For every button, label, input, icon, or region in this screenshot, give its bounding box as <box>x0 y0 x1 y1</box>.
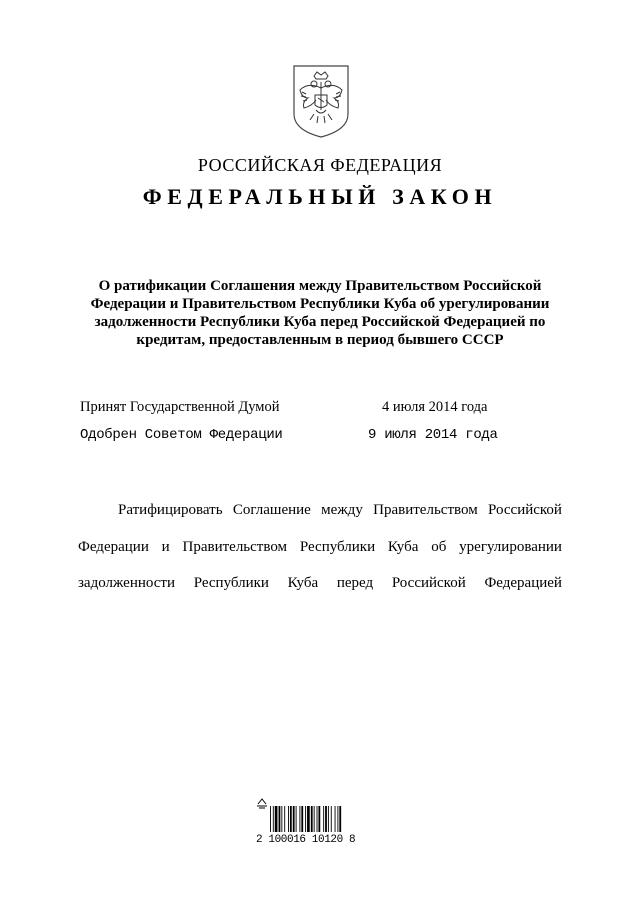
duma-adoption-date: 4 июля 2014 года <box>382 399 488 415</box>
council-approval-label: Одобрен Советом Федерации <box>80 427 283 443</box>
body-word: Федерации <box>78 539 149 555</box>
barcode-bar <box>275 806 278 832</box>
body-word: Правительством <box>182 539 288 555</box>
barcode-bar <box>305 806 306 832</box>
barcode-number: 2 100016 10120 8 <box>256 834 356 846</box>
body-text-line <box>118 502 562 519</box>
body-word: Куба <box>387 539 419 555</box>
coat-of-arms-icon <box>290 64 352 139</box>
body-word: Ратифицировать <box>118 502 223 518</box>
body-word: Правительством <box>373 502 478 518</box>
body-word: задолженности <box>78 575 175 591</box>
barcode-mark <box>257 799 267 808</box>
law-title-line: кредитам, предоставленным в период бывшего СССР <box>136 332 504 348</box>
barcode-bar <box>301 806 303 832</box>
body-word: Российской <box>391 575 466 591</box>
body-word: урегулировании <box>459 539 562 555</box>
barcode-bar <box>331 806 332 832</box>
body-word: об <box>431 539 447 555</box>
body-word: и <box>161 539 170 555</box>
state-name: РОССИЙСКАЯ ФЕДЕРАЦИЯ <box>197 155 443 175</box>
barcode-bar <box>299 806 300 832</box>
barcode-bar <box>273 806 274 832</box>
law-title <box>70 277 570 349</box>
barcode-bar <box>290 806 292 832</box>
body-text-line <box>78 575 562 592</box>
body-word: Российской <box>488 502 562 518</box>
barcode-bar <box>318 806 320 832</box>
barcode-bar <box>293 806 295 832</box>
barcode-bar <box>296 806 297 832</box>
body-word: перед <box>336 575 374 591</box>
body-word: Республики <box>193 575 269 591</box>
barcode-bar <box>328 806 329 832</box>
barcode-bar <box>288 806 289 832</box>
body-word: между <box>321 502 363 518</box>
barcode-bar <box>339 806 341 832</box>
law-title-line: задолженности Республики Куба перед Российской Федерацией по <box>94 314 546 330</box>
body-word: Куба <box>287 575 319 591</box>
barcode-bar <box>307 806 310 832</box>
body-word: Соглашение <box>232 502 311 518</box>
barcode-bar <box>314 806 315 832</box>
barcode-bar <box>270 806 271 832</box>
body-text-line <box>78 539 562 556</box>
duma-adoption-label: Принят Государственной Думой <box>80 399 280 415</box>
barcode-bar <box>337 806 338 832</box>
body-word: Федерацией <box>484 575 562 591</box>
barcode-bar <box>279 806 281 832</box>
body-word: Республики <box>299 539 376 555</box>
barcode-bar <box>323 806 324 832</box>
law-type-heading: ФЕДЕРАЛЬНЫЙ ЗАКОН <box>142 184 498 209</box>
barcode-bar <box>311 806 313 832</box>
barcode-bar <box>325 806 327 832</box>
law-title-line: О ратификации Соглашения между Правительством Российской <box>98 278 542 294</box>
council-approval-date: 9 июля 2014 года <box>368 427 498 443</box>
barcode-bar <box>335 806 336 832</box>
barcode-bar <box>317 806 318 832</box>
barcode-bar <box>281 806 282 832</box>
law-title-line: Федерации и Правительством Республики Куба об урегулировании <box>90 296 550 312</box>
barcode-bar <box>284 806 285 832</box>
